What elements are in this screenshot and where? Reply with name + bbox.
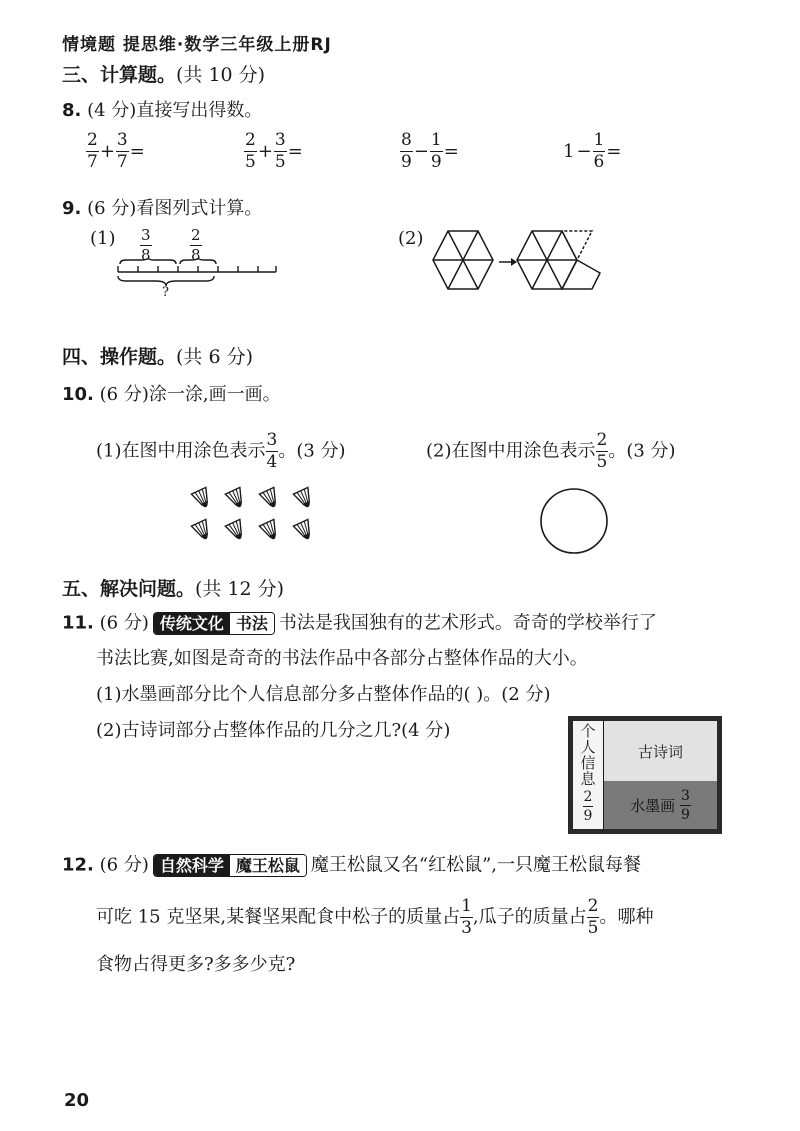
q8-expr-4: 1 − $\frac{1}{6}$ = — [563, 130, 622, 172]
q9-prompt: 9. (6 分)看图列式计算。 — [62, 198, 263, 219]
q9-fraction-3-8: $\frac{3}{8}$ — [141, 226, 151, 264]
fraction: $\frac{8}{9}$ — [401, 130, 412, 172]
fraction: $\frac{2}{7}$ — [87, 130, 98, 172]
fraction: $\frac{3}{5}$ — [274, 130, 286, 172]
q11-part2: (2)古诗词部分占整体作品的几分之几?(4 分) — [96, 720, 451, 741]
q9-number-line-diagram — [112, 258, 282, 298]
q9-hexagon-diagram — [432, 228, 602, 294]
fraction: $\frac{2}{5}$ — [245, 130, 256, 172]
q11-topic-tag: 传统文化 书法 — [153, 612, 275, 635]
section-4-title: 四、操作题。(共 6 分) — [62, 346, 254, 368]
q11-line2: 书法比赛,如图是奇奇的书法作品中各部分占整体作品的大小。 — [96, 648, 588, 669]
q8-expr-1: $\frac{2}{7}$ + $\frac{3}{7}$ = — [87, 130, 145, 172]
q12-line3: 食物占得更多?多多少克? — [96, 954, 296, 975]
fraction: $\frac{1}{9}$ — [430, 130, 442, 172]
q8-expr-2: $\frac{2}{5}$ + $\frac{3}{5}$ = — [245, 130, 303, 172]
q10-part1: (1)在图中用涂色表示 $\frac{3}{4}$ 。(3 分) — [96, 430, 346, 472]
q9-fraction-2-8: $\frac{2}{8}$ — [191, 226, 201, 264]
personal-info-section: 个 人 信 息 $\frac{2}{9}$ — [573, 721, 604, 829]
q12-line2: 可吃 15 克坚果,某餐坚果配食中松子的质量占 $\frac{1}{3}$ ,瓜子的质量占 $\frac{2}{5}$ 。哪种 — [96, 896, 654, 938]
fraction: $\frac{3}{7}$ — [116, 130, 128, 172]
q11-line1: 11. (6 分) 传统文化 书法 书法是我国独有的艺术形式。奇奇的学校举行了 — [62, 612, 657, 634]
q9-part2-label: (2) — [398, 228, 424, 249]
ink-painting-section: 水墨画 $\frac{3}{9}$ — [604, 781, 717, 829]
q9-part1-label: (1) — [90, 228, 116, 249]
q8-prompt: 8. (4 分)直接写出得数。 — [62, 100, 263, 121]
shuttlecock-group — [188, 486, 328, 552]
q12-line1: 12. (6 分) 自然科学 魔王松鼠 魔王松鼠又名“红松鼠”,一只魔王松鼠每餐 — [62, 854, 641, 876]
q8-expr-3: $\frac{8}{9}$ − $\frac{1}{9}$ = — [401, 130, 459, 172]
page-number: 20 — [64, 1090, 90, 1111]
q12-topic-tag: 自然科学 魔王松鼠 — [153, 854, 307, 877]
q10-prompt: 10. (6 分)涂一涂,画一画。 — [62, 384, 281, 405]
section-5-title: 五、解决问题。(共 12 分) — [62, 578, 285, 600]
q11-part1: (1)水墨画部分比个人信息部分多占整体作品的( )。(2 分) — [96, 684, 551, 705]
calligraphy-artwork-diagram — [568, 716, 722, 834]
circle-to-shade — [538, 486, 610, 556]
section-3-title: 三、计算题。(共 10 分) — [62, 64, 266, 86]
fraction: $\frac{1}{6}$ — [593, 130, 605, 172]
svg-text:?: ? — [162, 285, 169, 298]
q10-part2: (2)在图中用涂色表示 $\frac{2}{5}$ 。(3 分) — [426, 430, 676, 472]
page-header: 情境题 提思维·数学三年级上册RJ — [62, 35, 332, 55]
poem-section: 古诗词 — [604, 721, 717, 781]
